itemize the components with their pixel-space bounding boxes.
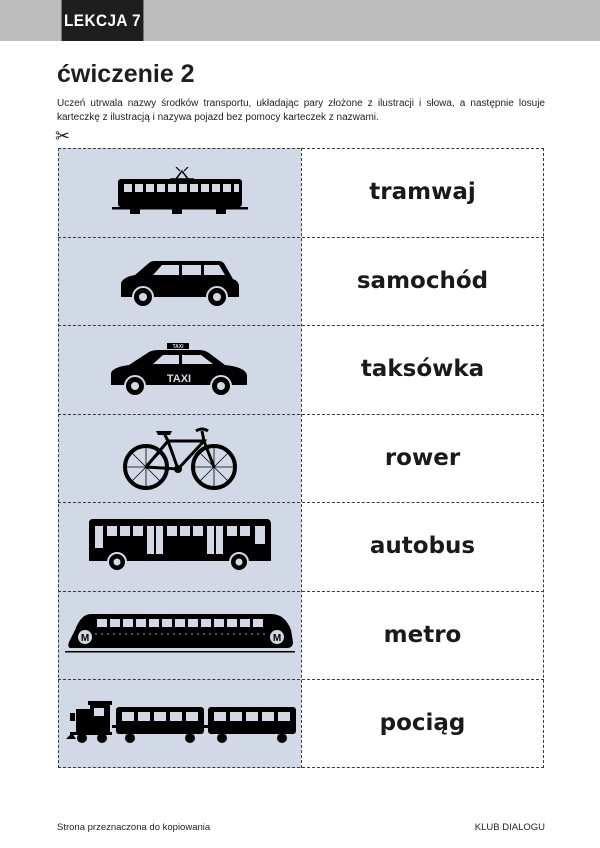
cut-line — [58, 148, 59, 768]
word-card-bicycle: rower — [384, 444, 461, 471]
train-icon — [62, 699, 298, 747]
lesson-label: LEKCJA 7 — [62, 0, 144, 41]
picture-card-car — [58, 237, 301, 326]
picture-card-taxi — [58, 325, 301, 414]
metro-icon — [65, 610, 295, 660]
word-card-tram: tramwaj — [369, 179, 476, 206]
taxi-roof-sign: TAXI — [171, 344, 184, 351]
car-icon — [115, 255, 245, 307]
exercise-instructions: Uczeń utrwala nazwy środków transportu, układając pary złożone z ilustracji i słowa, a następnie losuje karteczkę z ilustracją i nazywa pojazd bez pomocy karteczek z nazwami. — [57, 98, 545, 123]
picture-card-tram — [58, 148, 301, 237]
tram-icon — [110, 167, 250, 217]
footer-publisher: KLUB DIALOGU — [474, 822, 545, 833]
footer-copy-note: Strona przeznaczona do kopiowania — [57, 822, 211, 833]
taxi-icon — [105, 341, 255, 397]
metro-logo-rear: M — [272, 632, 281, 644]
picture-card-bus — [58, 502, 301, 591]
word-card-metro: metro — [383, 621, 462, 648]
word-card-car: samochód — [356, 267, 489, 294]
metro-logo-front: M — [80, 632, 89, 644]
picture-card-metro — [58, 591, 301, 680]
word-card-taxi: taksówka — [360, 356, 485, 383]
bus-icon — [85, 517, 275, 575]
scissors-icon: ✂ — [55, 126, 71, 146]
picture-card-train — [58, 679, 301, 768]
word-card-bus: autobus — [369, 533, 476, 560]
cut-line — [543, 148, 544, 768]
card-grid — [58, 148, 544, 768]
word-card-train: pociąg — [379, 710, 466, 737]
bicycle-icon — [120, 423, 240, 493]
picture-card-bicycle — [58, 414, 301, 503]
taxi-label: TAXI — [166, 373, 191, 386]
cut-line — [301, 148, 302, 768]
exercise-title: ćwiczenie 2 — [57, 60, 195, 88]
